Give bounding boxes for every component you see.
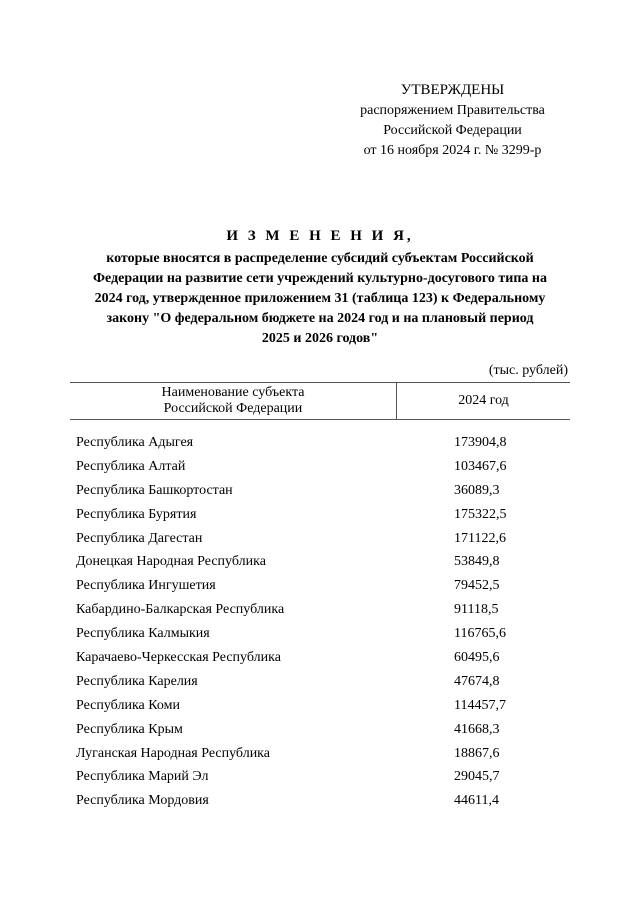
- region-name: Донецкая Народная Республика: [76, 554, 266, 570]
- region-name: Республика Алтай: [76, 458, 186, 474]
- region-name: Республика Карелия: [76, 673, 198, 689]
- subsidy-value: 173904,8: [454, 435, 507, 450]
- header-region-name: [70, 383, 396, 419]
- table-row: [76, 670, 570, 694]
- approval-line: от 16 ноября 2024 г. № 3299-р: [363, 143, 542, 158]
- table-row: [76, 431, 570, 455]
- subsidy-value: 53849,8: [454, 554, 500, 570]
- region-name: Кабардино-Балкарская Республика: [76, 602, 285, 618]
- table-row: [76, 574, 570, 598]
- document-heading: [60, 226, 580, 349]
- subsidy-value: 60495,6: [454, 650, 500, 666]
- subsidy-value: 41668,3: [454, 721, 500, 737]
- table-row: [76, 550, 570, 574]
- approval-line: распоряжением Правительства: [360, 103, 545, 118]
- table-row: [76, 622, 570, 646]
- table-row: [76, 455, 570, 479]
- header-region-line: Наименование субъекта: [161, 385, 305, 400]
- table-header: [70, 382, 570, 420]
- region-name: Луганская Народная Республика: [76, 745, 270, 761]
- region-name: Карачаево-Черкесская Республика: [76, 650, 281, 666]
- subsidy-value: 79452,5: [454, 578, 500, 594]
- region-name: Республика Мордовия: [76, 793, 209, 809]
- table-row: [76, 694, 570, 718]
- approval-title: УТВЕРЖДЕНЫ: [400, 82, 505, 98]
- region-name: Республика Марий Эл: [76, 769, 209, 785]
- subsidy-value: 18867,6: [454, 745, 500, 761]
- units-label: (тыс. рублей): [488, 363, 568, 378]
- header-year: 2024 год: [458, 393, 509, 408]
- subsidy-value: 175322,5: [454, 506, 507, 522]
- region-name: Республика Коми: [76, 697, 180, 713]
- table-row: [76, 479, 570, 503]
- approval-block: [330, 80, 575, 161]
- table-row: [76, 646, 570, 670]
- table-row: [76, 527, 570, 551]
- table-body: [76, 431, 570, 813]
- region-name: Республика Дагестан: [76, 530, 203, 546]
- region-name: Республика Ингушетия: [76, 578, 216, 594]
- subsidy-value: 36089,3: [454, 482, 500, 498]
- subsidy-value: 171122,6: [454, 530, 506, 546]
- subsidy-value: 116765,6: [454, 626, 506, 642]
- subsidy-value: 114457,7: [454, 697, 506, 713]
- subsidy-value: 103467,6: [454, 458, 507, 474]
- document-title: И З М Е Н Е Н И Я,: [226, 228, 414, 244]
- table-row: [76, 718, 570, 742]
- region-name: Республика Крым: [76, 721, 183, 737]
- table-row: [76, 598, 570, 622]
- header-region-line: Российской Федерации: [163, 401, 303, 416]
- region-name: Республика Башкортостан: [76, 482, 233, 498]
- table-row: [76, 503, 570, 527]
- region-name: Республика Адыгея: [76, 435, 194, 450]
- subsidy-value: 47674,8: [454, 673, 500, 689]
- region-name: Республика Бурятия: [76, 506, 197, 522]
- subsidy-value: 29045,7: [454, 769, 500, 785]
- subsidy-value: 44611,4: [454, 793, 499, 809]
- document-subtitle: которые вносятся в распределение субсидий субъектам Российской Федерации на развитие сети учреждений культурно-досугового типа на 2024 год, утвержденное приложением 31 (таблица 123) к Федеральному закону "О федеральном бюджете на 2024 год и на плановый период 2025 и 2026 годов": [93, 251, 547, 346]
- table-row: [76, 765, 570, 789]
- table-row: [76, 789, 570, 813]
- region-name: Республика Калмыкия: [76, 626, 210, 642]
- table-row: [76, 742, 570, 766]
- approval-line: Российской Федерации: [383, 123, 522, 138]
- subsidy-value: 91118,5: [454, 602, 499, 618]
